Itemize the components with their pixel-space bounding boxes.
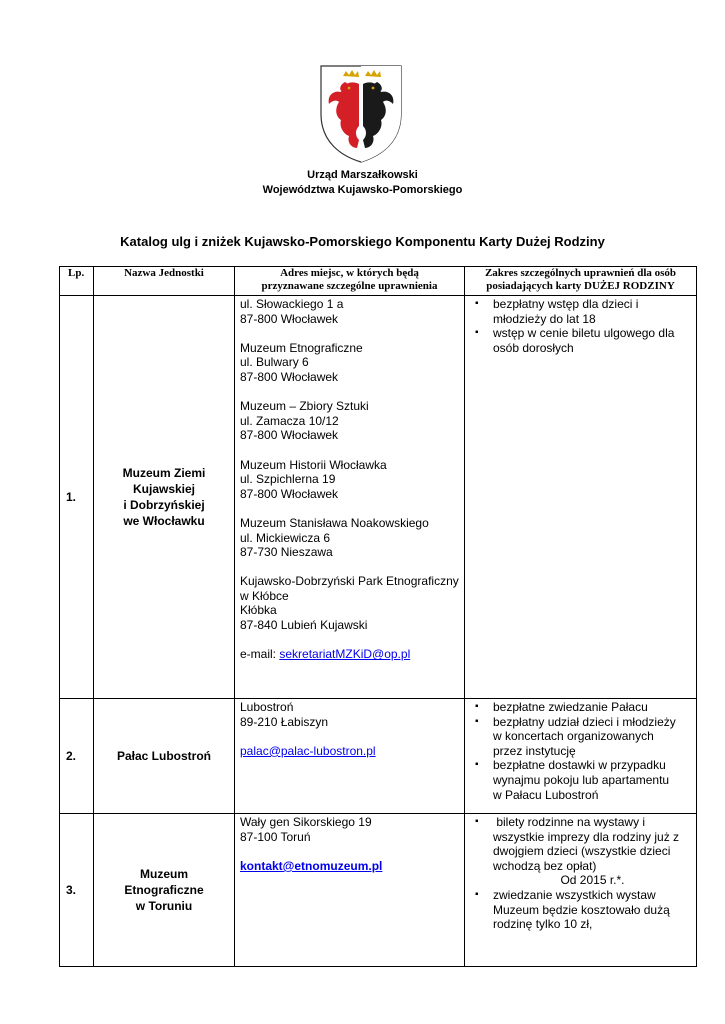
- list-item: ▪ bilety rodzinne na wystawy i wszystkie imprezy dla rodziny już z dwojgiem dzieci (wszystkie dzieci wchodzą bez opłat): [471, 815, 692, 873]
- row-number: 1.: [60, 296, 94, 699]
- col-header-scope: Zakres szczególnych uprawnień dla osób posiadających karty DUŻEJ RODZINY: [465, 267, 697, 296]
- row-number: 2.: [60, 699, 94, 814]
- table-row: [60, 296, 697, 699]
- email-link[interactable]: palac@palac-lubostron.pl: [240, 743, 376, 758]
- institution-name: Muzeum Etnograficzne w Toruniu: [94, 814, 235, 967]
- list-item: ▪ bezpłatny wstęp dla dzieci i młodzieży do lat 18: [471, 297, 692, 326]
- page-title: Katalog ulg i zniżek Kujawsko-Pomorskiego Komponentu Karty Dużej Rodziny: [120, 234, 605, 249]
- list-item: ▪ bezpłatne zwiedzanie Pałacu: [471, 700, 692, 715]
- col-header-lp: Lp.: [60, 267, 94, 296]
- institution-name: Pałac Lubostroń: [94, 699, 235, 814]
- table-row: [60, 699, 697, 814]
- office-name: [0, 168, 725, 198]
- discount-table: [59, 266, 697, 967]
- table-header-row: [60, 267, 697, 296]
- rights-cell: [465, 814, 697, 967]
- col-header-address: Adres miejsc, w których będą przyznawane szczególne uprawnienia: [235, 267, 465, 296]
- address-cell: Lubostroń 89-210 Łabiszyn palac@palac-lubostron.pl: [235, 699, 465, 814]
- row-number: 3.: [60, 814, 94, 967]
- email-link[interactable]: sekretariatMZKiD@op.pl: [279, 647, 411, 662]
- rights-cell: [465, 296, 697, 699]
- col-header-name: Nazwa Jednostki: [94, 267, 235, 296]
- email-link[interactable]: kontakt@etnomuzeum.pl: [240, 858, 383, 873]
- list-item: ▪ wstęp w cenie biletu ulgowego dla osób dorosłych: [471, 326, 692, 355]
- coat-of-arms-icon: [319, 64, 403, 164]
- address-cell: ul. Słowackiego 1 a 87-800 Włocławek Muzeum Etnograficzne ul. Bulwary 6 87-800 Włocławek Muzeum – Zbiory Sztuki ul. Zamacza 10/12 87-800 Włocławek Muzeum Historii Włocławka ul. Szpichlerna 19 87-800 Włocławek Muzeum Stanisława Noakowskiego ul. Mickiewicza 6 87-730 Nieszawa Kujawsko-Dobrzyński Park Etnograficzny w Kłóbce Kłóbka 87-840 Lubień Kujawski e-mail: sekretariatMZKiD@op.pl: [235, 296, 465, 699]
- address-cell: Wały gen Sikorskiego 19 87-100 Toruń kontakt@etnomuzeum.pl: [235, 814, 465, 967]
- list-item: ▪ bezpłatne dostawki w przypadku wynajmu pokoju lub apartamentu w Pałacu Lubostroń: [471, 758, 692, 802]
- table-row: [60, 814, 697, 967]
- office-line-2: Województwa Kujawsko-Pomorskiego: [262, 184, 463, 196]
- rights-cell: [465, 699, 697, 814]
- list-item: ▪ zwiedzanie wszystkich wystaw Muzeum będzie kosztowało dużą rodzinę tylko 10 zł,: [471, 888, 692, 932]
- office-line-1: Urząd Marszałkowski: [307, 169, 418, 181]
- institution-name: Muzeum Ziemi Kujawskiej i Dobrzyńskiej we Włocławku: [94, 296, 235, 699]
- list-item: ▪ bezpłatny udział dzieci i młodzieży w koncertach organizowanych przez instytucję: [471, 715, 692, 759]
- email-line: e-mail: sekretariatMZKiD@op.pl: [240, 647, 411, 662]
- since-2015-note: Od 2015 r.*.: [560, 873, 625, 888]
